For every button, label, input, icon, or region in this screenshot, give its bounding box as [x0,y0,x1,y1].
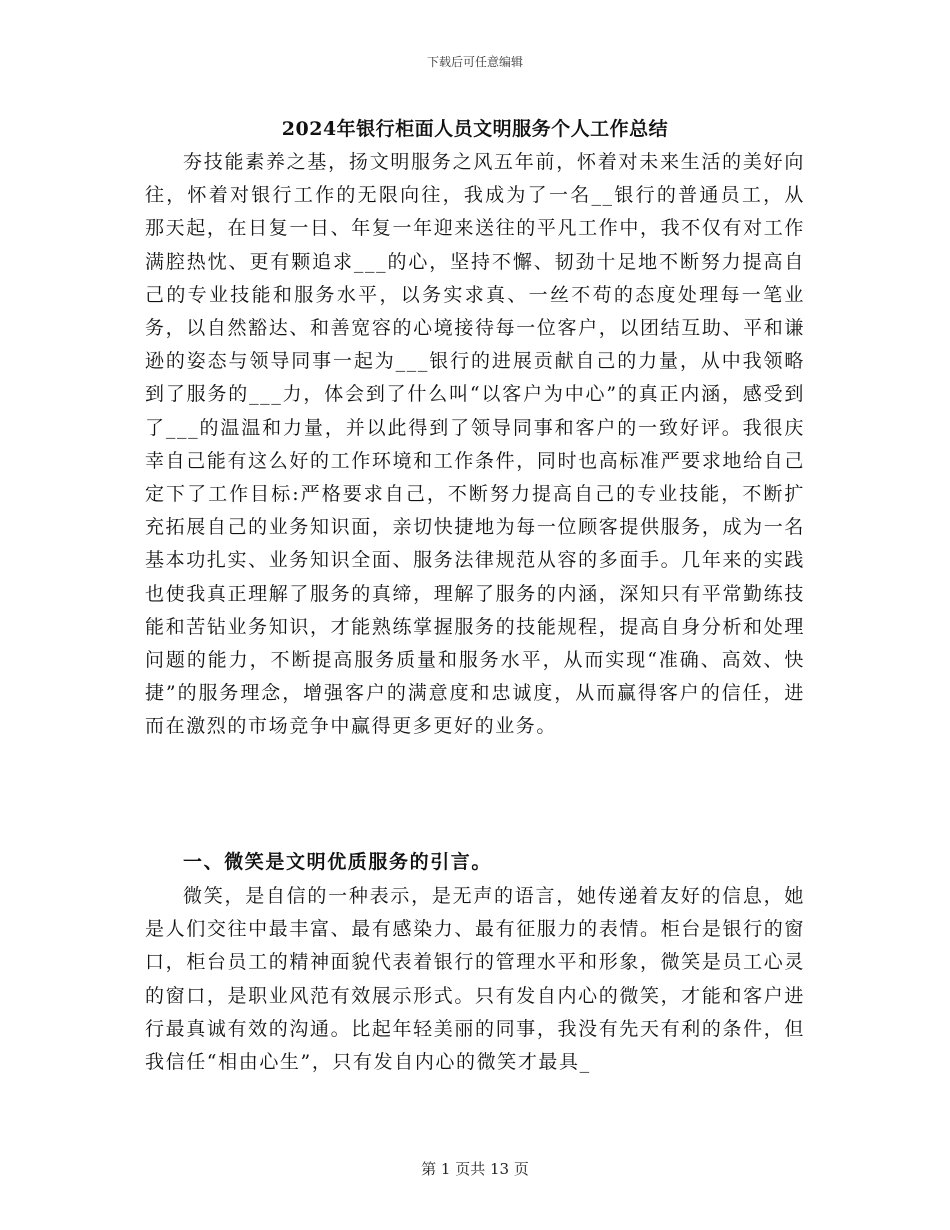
document-title: 2024年银行柜面人员文明服务个人工作总结 [281,118,669,140]
page-number-footer: 第 1 页共 13 页 [421,1160,529,1178]
header-note: 下载后可任意编辑 [426,55,523,69]
section-heading-1: 一、微笑是文明优质服务的引言。 [183,851,493,873]
paragraph-intro: 夯技能素养之基，扬文明服务之风五年前，怀着对未来生活的美好向往，怀着对银行工作的无限向往，我成为了一名__银行的普通员工，从那天起，在日复一日、年复一年迎来送往的平凡工作中，我不仅有对工作满腔热忱、更有颗追求___的心，坚持不懈、韧劲十足地不断努力提高自己的专业技能和服务水平，以务实求真、一丝不苟的态度处理每一笔业务，以自然豁达、和善宽容的心境接待每一位客户，以团结互助、平和谦逊的姿态与领导同事一起为___银行的进展贡献自己的力量，从中我领略到了服务的___力，体会到了什么叫“以客户为中心”的真正内涵，感受到了___的温温和力量，并以此得到了领导同事和客户的一致好评。我很庆幸自己能有这么好的工作环境和工作条件，同时也高标准严要求地给自己定下了工作目标:严格要求自己，不断努力提高自己的专业技能，不断扩充拓展自己的业务知识面，亲切快捷地为每一位顾客提供服务，成为一名基本功扎实、业务知识全面、服务法律规范从容的多面手。几年来的实践也使我真正理解了服务的真缔，理解了服务的内涵，深知只有平常勤练技能和苦钻业务知识，才能熟练掌握服务的技能规程，提高自身分析和处理问题的能力，不断提高服务质量和服务水平，从而实现“准确、高效、快捷”的服务理念，增强客户的满意度和忠诚度，从而赢得客户的信任，进而在激烈的市场竞争中赢得更多更好的业务。 [145,151,805,738]
paragraph-smile: 微笑，是自信的一种表示，是无声的语言，她传递着友好的信息，她是人们交往中最丰富、最有感染力、最有征服力的表情。柜台是银行的窗口，柜台员工的精神面貌代表着银行的管理水平和形象，微笑是员工心灵的窗口，是职业风范有效展示形式。只有发自内心的微笑，才能和客户进行最真诚有效的沟通。比起年轻美丽的同事，我没有先天有利的条件，但我信任“相由心生”，只有发自内心的微笑才最具_ [145,885,805,1074]
